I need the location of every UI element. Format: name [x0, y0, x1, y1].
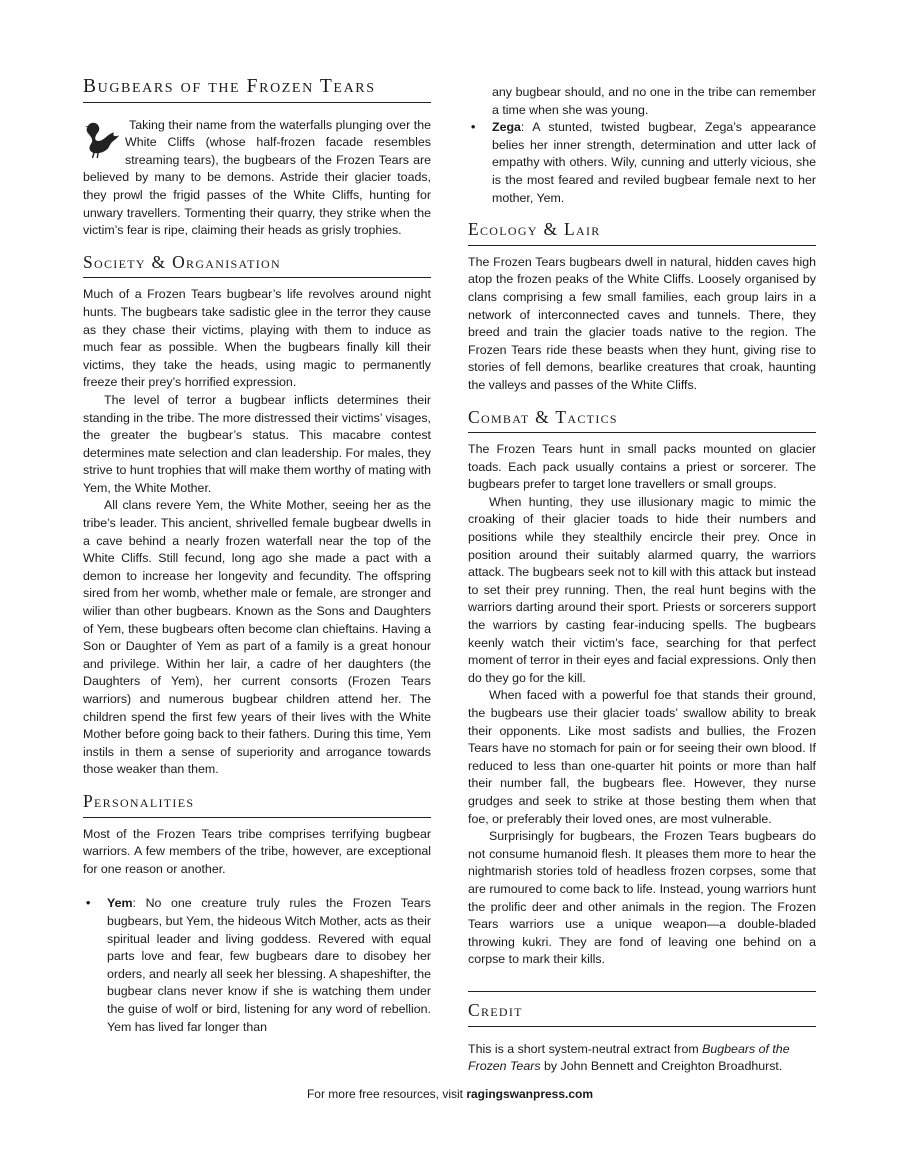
combat-paragraph-3: When faced with a powerful foe that stands their ground, the bugbears use their glacier toads’ swallow ability to break their opponents. Like most sadists and bullies, the Frozen Tears have no stomach for pain or for seeing their own blood. If reduced to less than one-quarter hit points or more than half their number fall, the bugbears flee. However, they nurse grudges and seek to strike at those besting them when that foe, or preferably their loved ones, are most vulnerable. — [468, 688, 816, 826]
credit-heading: Credit — [468, 1002, 816, 1027]
personalities-section — [83, 790, 431, 1036]
combat-paragraph-4: Surprisingly for bugbears, the Frozen Tears bugbears do not consume humanoid flesh. It pleases them more to hear the nightmarish stories told of headless frozen corpses, some that are rumoured to come back to life. Instead, young warriors hunt the prolific deer and other animals in the region. The Frozen Tears warriors use a unique weapon—a double-bladed throwing kukri. They are fond of leaving one behind on a corpse to mark their kills. — [468, 829, 816, 967]
personalities-list-continued — [468, 84, 816, 207]
left-column — [83, 78, 431, 1036]
society-paragraph-2: The level of terror a bugbear inflicts determines their standing in the tribe. The more distressed their victims’ visages, the greater the bugbear’s status. This macabre contest determines mate selection and clan leadership. For males, they strive to hunt trophies that will make them worthy of mating with Yem, the White Mother. — [83, 392, 431, 495]
right-column — [468, 84, 816, 1076]
intro-section — [83, 117, 431, 240]
credit-section — [468, 991, 816, 1076]
society-heading: Society & Organisation — [83, 254, 431, 279]
credit-text-after: by John Bennett and Creighton Broadhurst. — [540, 1059, 783, 1074]
ecology-heading: Ecology & Lair — [468, 221, 816, 246]
swan-logo-icon — [83, 119, 121, 159]
list-item-yem — [83, 895, 431, 1036]
yem-description-continued: any bugbear should, and no one in the tribe can remember a time when she was young. — [492, 85, 816, 117]
list-item-zega — [468, 119, 816, 207]
personalities-paragraph: Most of the Frozen Tears tribe comprises terrifying bugbear warriors. A few members of the tribe, however, are exceptional for one reason or another. — [83, 826, 431, 876]
credit-paragraph — [468, 1041, 816, 1076]
society-section — [83, 251, 431, 779]
combat-heading: Combat & Tactics — [468, 409, 816, 434]
zega-name: Zega — [492, 120, 521, 135]
yem-description: : No one creature truly rules the Frozen Tears bugbears, but Yem, the hideous Witch Mother, acts as their spiritual leader and living goddess. Revered with equal parts love and fear, few bugbears dare to disobey her orders, and nearly all seek her blessing. A shapeshifter, the bugbear clans never know if she is watching them under the guise of wolf or bird, listening for any word of rebellion. Yem has lived far longer than — [107, 896, 431, 1034]
ecology-section — [468, 221, 816, 394]
bullet-icon: • — [86, 896, 91, 911]
credit-book-title: Bugbears of the Frozen Tears — [468, 1041, 790, 1074]
combat-section — [468, 406, 816, 969]
combat-paragraph-2: When hunting, they use illusionary magic to mimic the croaking of their glacier toads to hide their numbers and positions while they stealthily encircle their prey. Once in position around their suitably alarmed quarry, the warriors attack. The bugbears seek not to kill with this attack but instead to set their prey running. Then, the real hunt begins with the warriors darting around their sport. Priests or sorcerers support the warriors by casting fear-inducing spells. The bugbears keenly watch their victim’s face, searching for that perfect moment of terror in their eyes and facial expressions. Only then do they go for the kill. — [468, 494, 816, 685]
society-paragraph-3: All clans revere Yem, the White Mother, seeing her as the tribe’s leader. This ancient, shrivelled female bugbear dwells in a cave behind a nearly frozen waterfall near the top of the White Cliffs. Still fecund, long ago she made a pact with a demon to increase her longevity and fecundity. The offspring sired from her womb, whether male or female, are stronger and wilier than other bugbears. Known as the Sons and Daughters of Yem, these bugbears often become clan chieftains. Having a Son or Daughter of Yem as part of a family is a great honour and privilege. Within her lair, a cadre of her daughters (the Daughters of Yem), her current consorts (Frozen Tears warriors) and numerous bugbear children attend her. The children spend the first few years of their lives with the White Mother before going back to their fathers. During this time, Yem instils in them a sense of superiority and arrogance towards those weaker than them. — [83, 498, 431, 777]
combat-paragraph-1: The Frozen Tears hunt in small packs mounted on glacier toads. Each pack usually contains a priest or sorcerer. The bugbears prefer to target lone travellers or small groups. — [468, 442, 816, 492]
footer — [0, 1087, 900, 1101]
list-item-yem-continued — [468, 84, 816, 119]
page-title: Bugbears of the Frozen Tears — [83, 78, 431, 103]
zega-description: : A stunted, twisted bugbear, Zega’s appearance belies her inner strength, determination and utter lack of empathy with others. Wily, cunning and utterly vicious, she is the most feared and reviled bugbear female next to her mother, Yem. — [492, 120, 816, 205]
credit-text-before: This is a short system-neutral extract from — [468, 1041, 703, 1056]
personalities-heading: Personalities — [83, 793, 431, 818]
bullet-icon: • — [471, 120, 476, 135]
ecology-paragraph: The Frozen Tears bugbears dwell in natural, hidden caves high atop the frozen peaks of the White Cliffs. Loosely organised by clans comprising a few small families, each group lairs in a network of interconnected caves and tunnels. There, they breed and train the glacier toads native to the region. The Frozen Tears ride these beasts when they hunt, giving rise to stories of fell demons, bearlike creatures that croak, haunting the valleys and passes of the White Cliffs. — [468, 254, 816, 392]
intro-paragraph: Taking their name from the waterfalls plunging over the White Cliffs (whose half-frozen facade resembles streaming tears), the bugbears of the Frozen Tears are believed by many to be demons. Astride their glacier toads, they prowl the frigid passes of the White Cliffs, hunting for unwary travellers. Tormenting their quarry, they strike when the victim’s fear is ripe, claiming their heads as grisly trophies. — [83, 117, 431, 238]
society-paragraph-1: Much of a Frozen Tears bugbear’s life revolves around night hunts. The bugbears take sadistic glee in the terror they cause as they chase their victims, playing with them to induce as much fear as possible. When the bugbears finally kill their victims, they take the heads, using magic to permanently freeze their prey’s horrified expression. — [83, 287, 431, 390]
personalities-list — [83, 895, 431, 1036]
yem-name: Yem — [107, 896, 133, 911]
footer-text: For more free resources, visit — [306, 1087, 467, 1101]
footer-link[interactable]: ragingswanpress.com — [466, 1087, 594, 1101]
